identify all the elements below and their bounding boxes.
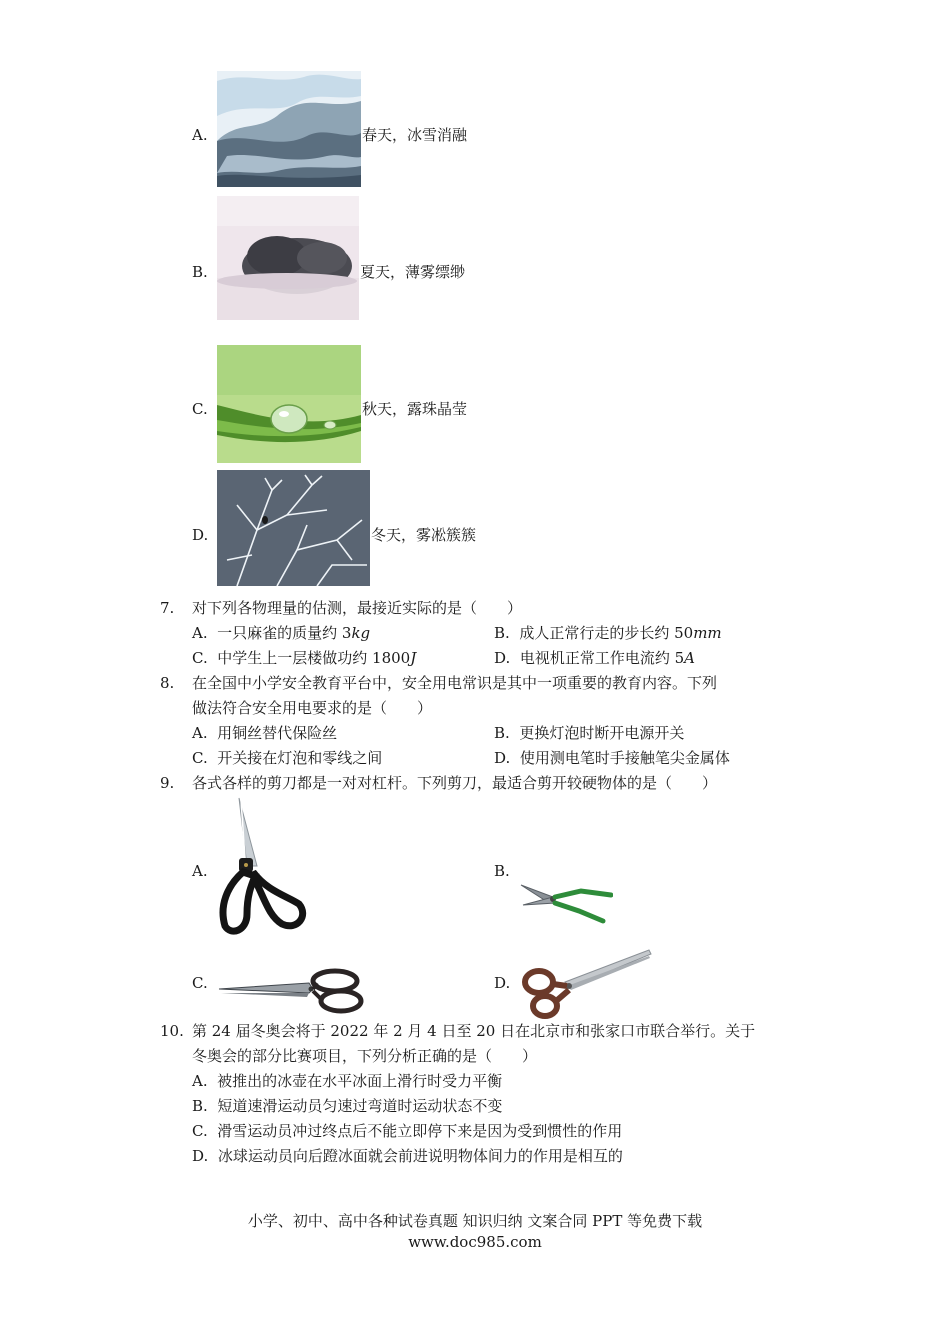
q10-number: 10.	[160, 1022, 184, 1040]
q10-option-d: D. 冰球运动员向后蹬冰面就会前进说明物体间力的作用是相互的	[192, 1147, 623, 1165]
q6-option-d-text: 冬天，雾凇簇簇	[371, 526, 477, 544]
q8-number: 8.	[160, 674, 175, 692]
tailor-scissors-image	[217, 967, 367, 1015]
q9-option-c-letter: C.	[192, 974, 208, 992]
q7-option-a: A. 一只麻雀的质量约 3kg	[192, 624, 371, 642]
q10-stem-line1: 第 24 届冬奥会将于 2022 年 2 月 4 日至 20 日在北京市和张家口市联合举行。关于	[192, 1022, 756, 1040]
rime-branches-image	[217, 470, 370, 586]
pruning-shears-image	[519, 875, 613, 933]
ice-melting-image	[217, 71, 361, 187]
q9-option-d-letter: D.	[494, 974, 511, 992]
q9-option-b-letter: B.	[494, 862, 510, 880]
q6-option-d-letter: D.	[192, 526, 209, 544]
q6-option-b-letter: B.	[192, 263, 208, 281]
q9-option-a-letter: A.	[192, 862, 208, 880]
q8-stem-line1: 在全国中小学安全教育平台中，安全用电常识是其中一项重要的教育内容。下列	[192, 674, 718, 692]
q6-option-b-text: 夏天，薄雾缥缈	[360, 263, 466, 281]
q10-stem-line2: 冬奥会的部分比赛项目，下列分析正确的是（ ）	[192, 1047, 538, 1065]
q7-option-b: B. 成人正常行走的步长约 50mm	[494, 624, 722, 642]
q10-option-c: C. 滑雪运动员冲过终点后不能立即停下来是因为受到惯性的作用	[192, 1122, 623, 1140]
q7-option-c: C. 中学生上一层楼做功约 1800J	[192, 649, 417, 667]
q10-option-a: A. 被推出的冰壶在水平冰面上滑行时受力平衡	[192, 1072, 503, 1090]
q8-option-b: B. 更换灯泡时断开电源开关	[494, 724, 685, 742]
long-blade-scissors-image	[517, 948, 653, 1020]
q6-option-c-text: 秋天，露珠晶莹	[362, 400, 468, 418]
q7-number: 7.	[160, 599, 175, 617]
q6-option-c-letter: C.	[192, 400, 208, 418]
q7-option-d: D. 电视机正常工作电流约 5A	[494, 649, 695, 667]
q8-option-c: C. 开关接在灯泡和零线之间	[192, 749, 383, 767]
q6-option-a-letter: A.	[192, 126, 208, 144]
dewdrop-leaf-image	[217, 345, 361, 463]
q9-number: 9.	[160, 774, 175, 792]
q8-stem-line2: 做法符合安全用电要求的是（ ）	[192, 699, 433, 717]
q6-option-a-text: 春天，冰雪消融	[362, 126, 468, 144]
kitchen-scissors-image	[217, 796, 309, 936]
q8-option-a: A. 用铜丝替代保险丝	[192, 724, 338, 742]
q9-stem: 各式各样的剪刀都是一对对杠杆。下列剪刀，最适合剪开较硬物体的是（ ）	[192, 774, 718, 792]
mist-tree-image	[217, 196, 359, 320]
footer-line1: 小学、初中、高中各种试卷真题 知识归纳 文案合同 PPT 等免费下载	[247, 1212, 703, 1230]
q8-option-d: D. 使用测电笔时手接触笔尖金属体	[494, 749, 730, 767]
q7-stem: 对下列各物理量的估测，最接近实际的是（ ）	[192, 599, 523, 617]
q10-option-b: B. 短道速滑运动员匀速过弯道时运动状态不变	[192, 1097, 503, 1115]
footer-website[interactable]: www.doc985.com	[408, 1233, 542, 1251]
